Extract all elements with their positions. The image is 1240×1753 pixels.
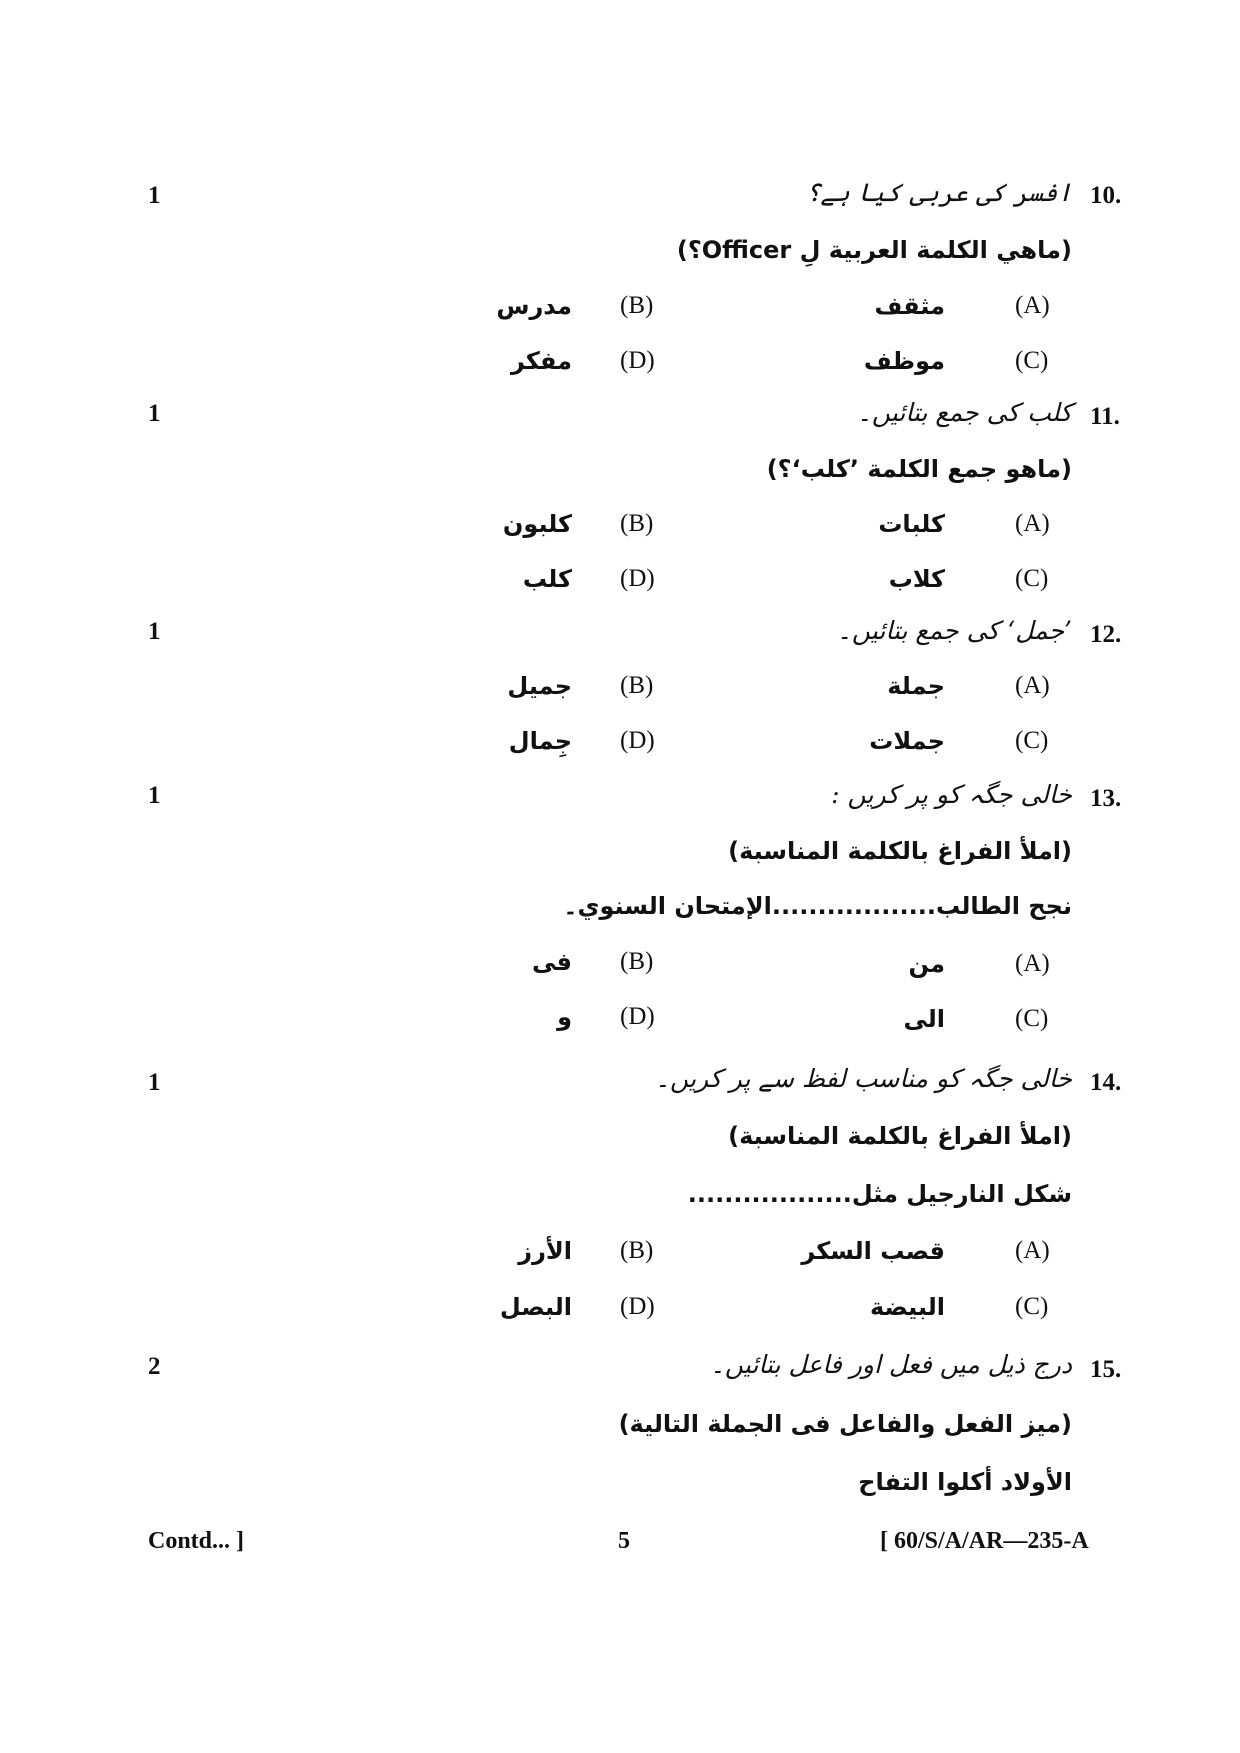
q12-option-a-label: (A) (1015, 672, 1050, 699)
q14-option-b: الأرز (518, 1237, 572, 1265)
q13-option-a-label: (A) (1015, 950, 1050, 977)
q11-option-c-label: (C) (1015, 565, 1049, 592)
q10-arabic: (ماهي الكلمة العربية لِ Officer؟) (676, 236, 1072, 264)
q12-option-b-label: (B) (620, 672, 654, 699)
footer-paper-code: [ 60/S/A/AR—235-A (880, 1528, 1089, 1554)
q11-option-b: كلبون (502, 510, 572, 538)
q11-option-c: كلاب (888, 565, 945, 593)
q14-option-d-label: (D) (620, 1293, 655, 1320)
q13-option-b-label: (B) (620, 948, 654, 975)
q10-option-a: مثقف (874, 292, 945, 320)
q12-option-d: جِمال (508, 727, 572, 755)
footer-contd: Contd... ] (148, 1528, 245, 1554)
q13-option-c: الى (903, 1005, 945, 1033)
q11-option-d: كلب (522, 565, 572, 593)
q13-option-b: فى (532, 948, 572, 976)
q10-option-a-label: (A) (1015, 292, 1050, 319)
q10-option-b-label: (B) (620, 292, 654, 319)
q13-option-c-label: (C) (1015, 1005, 1049, 1032)
q14-option-a-label: (A) (1015, 1237, 1050, 1264)
q10-stem: افسر کی عربی کیا ہے؟ (805, 178, 1072, 207)
q10-option-c: موظف (863, 347, 945, 375)
q13-sentence: نجح الطالب..................الإمتحان السنوي۔ (563, 892, 1072, 920)
q14-option-c-label: (C) (1015, 1293, 1049, 1320)
q11-option-a-label: (A) (1015, 510, 1050, 537)
q12-option-a: جملة (887, 672, 945, 700)
q15-stem: درج ذیل میں فعل اور فاعل بتائیں۔ (710, 1350, 1072, 1379)
q11-option-b-label: (B) (620, 510, 654, 537)
q12-stem: ’جمل‘ کی جمع بتائیں۔ (837, 616, 1072, 645)
q15-arabic: (ميز الفعل والفاعل فى الجملة التالية) (618, 1410, 1072, 1438)
q12-number: 12. (1090, 621, 1122, 648)
q11-number: 11. (1090, 403, 1120, 430)
q11-arabic: (ماهو جمع الكلمة ’كلب‘؟) (766, 455, 1072, 483)
q15-sentence: الأولاد أكلوا التفاح (858, 1468, 1072, 1496)
q11-option-d-label: (D) (620, 565, 655, 592)
q11-marks: 1 (148, 400, 161, 427)
q10-option-c-label: (C) (1015, 347, 1049, 374)
q12-option-b: جميل (507, 672, 572, 700)
q14-sentence: شكل النارجيل مثل.................. (687, 1180, 1072, 1208)
q10-number: 10. (1090, 182, 1122, 209)
q14-option-d: البصل (499, 1293, 572, 1321)
q12-option-c: جملات (869, 727, 945, 755)
q14-arabic: (املأ الفراغ بالكلمة المناسبة) (728, 1122, 1072, 1150)
q13-arabic: (املأ الفراغ بالكلمة المناسبة) (728, 837, 1072, 865)
q13-stem: خالی جگہ کو پر کریں : (831, 780, 1072, 809)
q15-marks: 2 (148, 1353, 161, 1380)
q14-marks: 1 (148, 1069, 161, 1096)
q11-option-a: كلبات (878, 510, 945, 538)
q13-number: 13. (1090, 785, 1122, 812)
q10-option-d: مفكر (510, 347, 572, 375)
q14-number: 14. (1090, 1069, 1122, 1096)
q13-option-d: و (557, 1003, 572, 1031)
q12-option-d-label: (D) (620, 727, 655, 754)
q15-number: 15. (1090, 1356, 1122, 1383)
q13-option-d-label: (D) (620, 1003, 655, 1030)
q10-option-b: مدرس (496, 292, 572, 320)
q14-option-c: البيضة (869, 1293, 945, 1321)
q14-option-a: قصب السكر (801, 1237, 945, 1265)
q14-option-b-label: (B) (620, 1237, 654, 1264)
q12-marks: 1 (148, 618, 161, 645)
q12-option-c-label: (C) (1015, 727, 1049, 754)
q13-option-a: من (908, 950, 945, 978)
footer-page-number: 5 (618, 1528, 630, 1554)
q14-stem: خالی جگہ کو مناسب لفظ سے پر کریں۔ (655, 1064, 1072, 1093)
q11-stem: کلب کی جمع بتائیں۔ (857, 398, 1072, 427)
q10-option-d-label: (D) (620, 347, 655, 374)
q10-marks: 1 (148, 182, 161, 209)
q13-marks: 1 (148, 782, 161, 809)
